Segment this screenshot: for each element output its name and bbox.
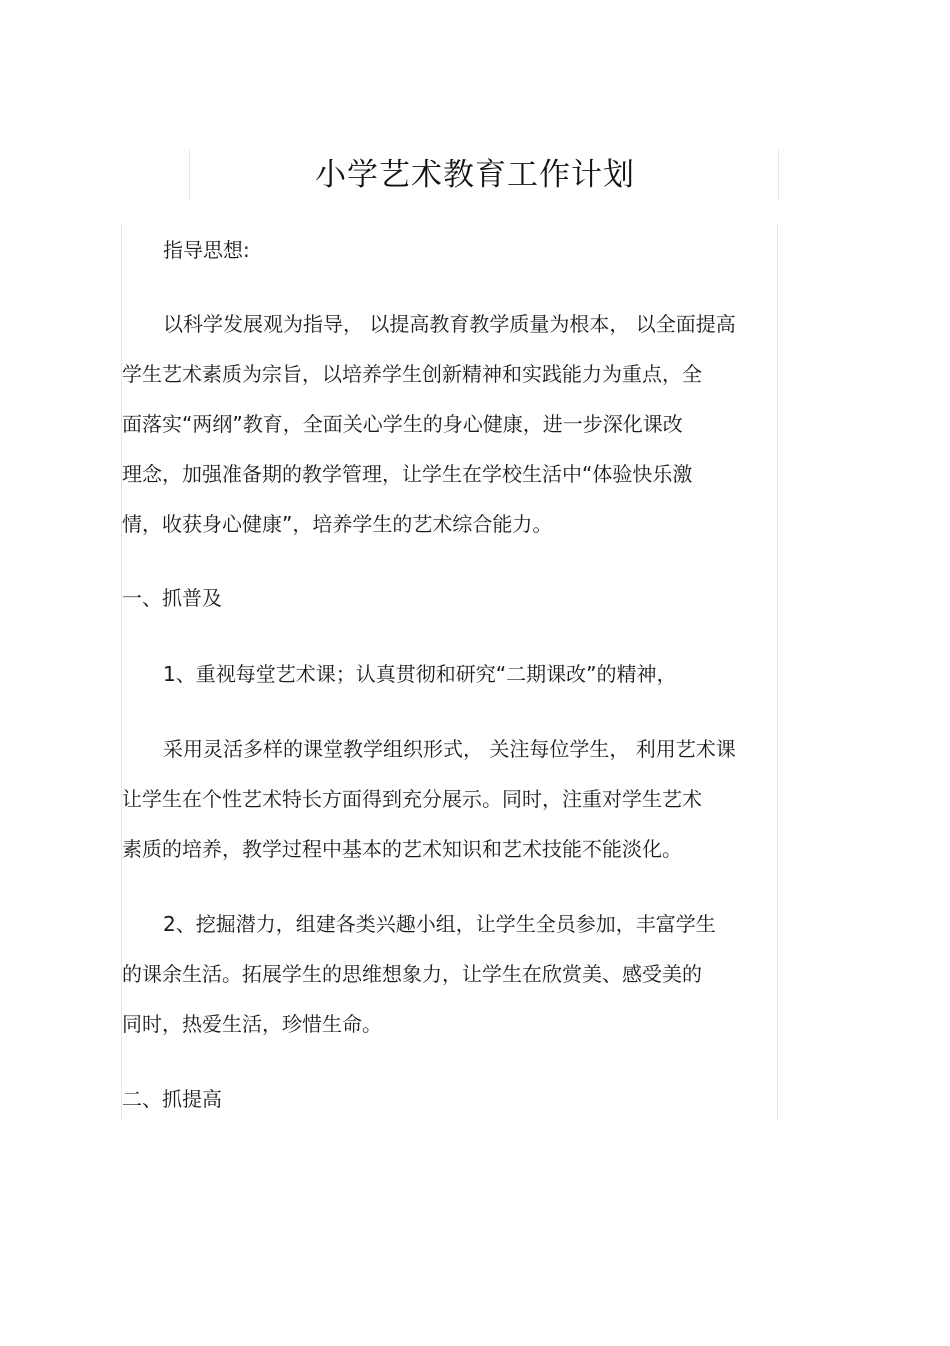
section-heading-1: 一、抓普及 <box>122 586 222 610</box>
paragraph-line: 情，收获身心健康”，培养学生的艺术综合能力。 <box>122 512 553 536</box>
paragraph-line: 学生艺术素质为宗旨，以培养学生创新精神和实践能力为重点，全 <box>122 362 702 386</box>
paragraph-line: 理念，加强准备期的教学管理，让学生在学校生活中“体验快乐激 <box>122 462 693 486</box>
paragraph-line: 面落实“两纲”教育，全面关心学生的身心健康，进一步深化课改 <box>122 412 683 436</box>
paragraph-line: 1、重视每堂艺术课；认真贯彻和研究“二期课改”的精神， <box>163 662 677 686</box>
paragraph-line: 以科学发展观为指导， 以提高教育教学质量为根本， 以全面提高 <box>163 312 736 336</box>
paragraph-line: 的课余生活。拓展学生的思维想象力，让学生在欣赏美、感受美的 <box>122 962 702 986</box>
heading-guiding-thought: 指导思想: <box>163 238 250 262</box>
paragraph-line: 同时，热爱生活，珍惜生命。 <box>122 1012 382 1036</box>
document-title: 小学艺术教育工作计划 <box>315 157 635 193</box>
paragraph-line: 采用灵活多样的课堂教学组织形式， 关注每位学生， 利用艺术课 <box>163 737 736 761</box>
body-border-right <box>777 225 778 1120</box>
paragraph-line: 2、挖掘潜力，组建各类兴趣小组，让学生全员参加，丰富学生 <box>163 912 716 936</box>
section-heading-2: 二、抓提高 <box>122 1087 222 1111</box>
paragraph-line: 让学生在个性艺术特长方面得到充分展示。同时，注重对学生艺术 <box>122 787 702 811</box>
paragraph-line: 素质的培养，教学过程中基本的艺术知识和艺术技能不能淡化。 <box>122 837 682 861</box>
